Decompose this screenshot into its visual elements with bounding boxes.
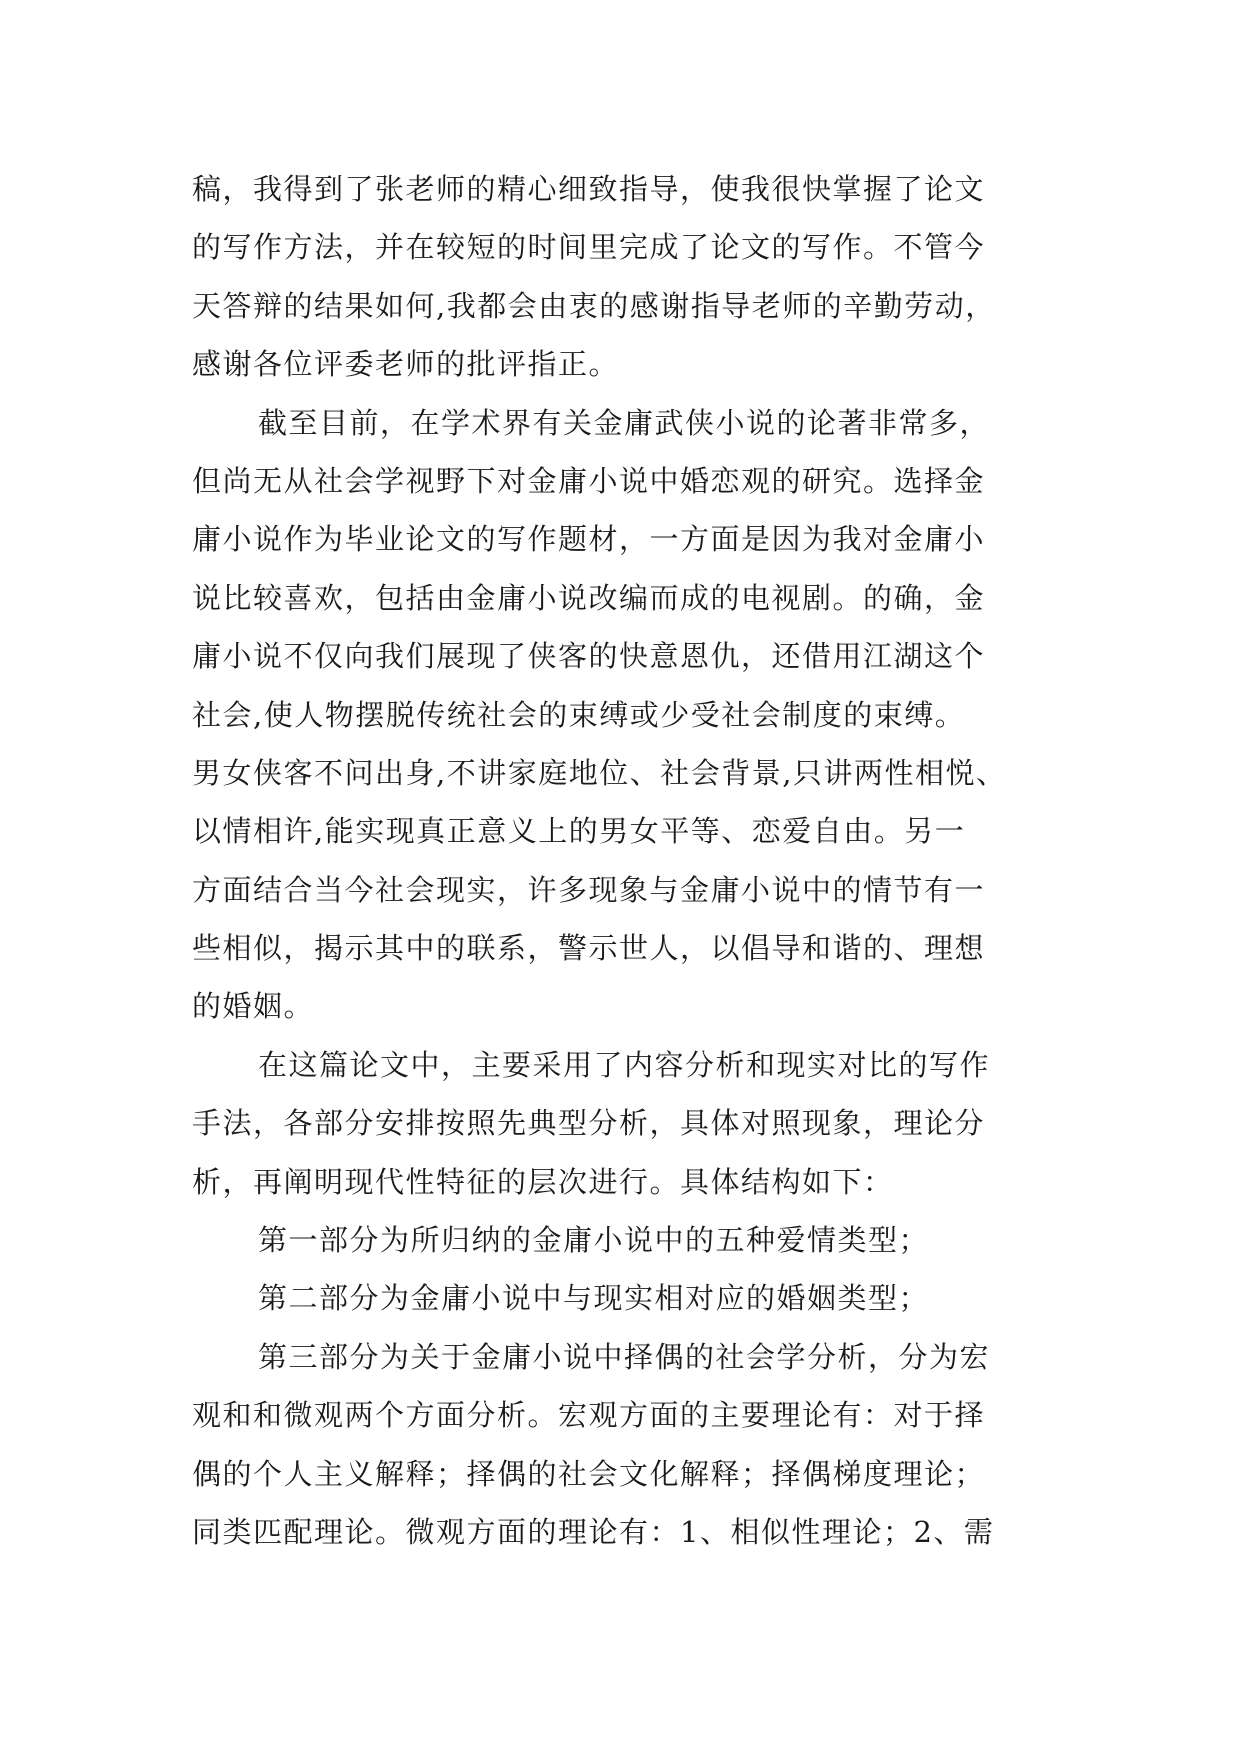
text-line: 稿，我得到了张老师的精心细致指导，使我很快掌握了论文 (192, 172, 986, 206)
text-line: 但尚无从社会学视野下对金庸小说中婚恋观的研究。选择金 (192, 463, 986, 498)
text-line: 庸小说作为毕业论文的写作题材，一方面是因为我对金庸小 (192, 522, 986, 557)
text-line: 析，再阐明现代性特征的层次进行。具体结构如下： (192, 1164, 894, 1199)
text-line: 以情相许,能实现真正意义上的男女平等、恋爱自由。另一 (192, 814, 966, 849)
paragraph-first-line: 第三部分为关于金庸小说中择偶的社会学分析，分为宏 (258, 1339, 991, 1374)
text-line: 方面结合当今社会现实，许多现象与金庸小说中的情节有一 (192, 872, 986, 907)
text-line: 庸小说不仅向我们展现了侠客的快意恩仇，还借用江湖这个 (192, 639, 986, 674)
text-line: 说比较喜欢，包括由金庸小说改编而成的电视剧。的确，金 (192, 580, 986, 615)
paragraph-first-line: 第二部分为金庸小说中与现实相对应的婚姻类型； (258, 1281, 930, 1316)
text-line: 社会,使人物摆脱传统社会的束缚或少受社会制度的束缚。 (192, 697, 966, 732)
text-line: 手法，各部分安排按照先典型分析，具体对照现象，理论分 (192, 1106, 986, 1141)
text-line: 天答辩的结果如何,我都会由衷的感谢指导老师的辛勤劳动， (192, 288, 996, 323)
text-line: 些相似，揭示其中的联系，警示世人，以倡导和谐的、理想 (192, 931, 986, 966)
text-line: 偶的个人主义解释；择偶的社会文化解释；择偶梯度理论； (192, 1456, 986, 1491)
text-line: 同类匹配理论。微观方面的理论有：1、相似性理论；2、需 (192, 1514, 995, 1549)
text-line: 男女侠客不问出身,不讲家庭地位、社会背景,只讲两性相悦、 (192, 755, 1007, 790)
paragraph-first-line: 在这篇论文中，主要采用了内容分析和现实对比的写作 (258, 1047, 991, 1082)
text-line: 观和和微观两个方面分析。宏观方面的主要理论有：对于择 (192, 1398, 986, 1433)
text-line: 的婚姻。 (192, 989, 315, 1024)
text-line: 的写作方法，并在较短的时间里完成了论文的写作。不管今 (192, 230, 986, 265)
paragraph-first-line: 第一部分为所归纳的金庸小说中的五种爱情类型； (258, 1223, 930, 1258)
body-text (192, 160, 1072, 1561)
paragraph-first-line: 截至目前，在学术界有关金庸武侠小说的论著非常多， (258, 405, 991, 440)
text-line: 感谢各位评委老师的批评指正。 (192, 347, 620, 382)
